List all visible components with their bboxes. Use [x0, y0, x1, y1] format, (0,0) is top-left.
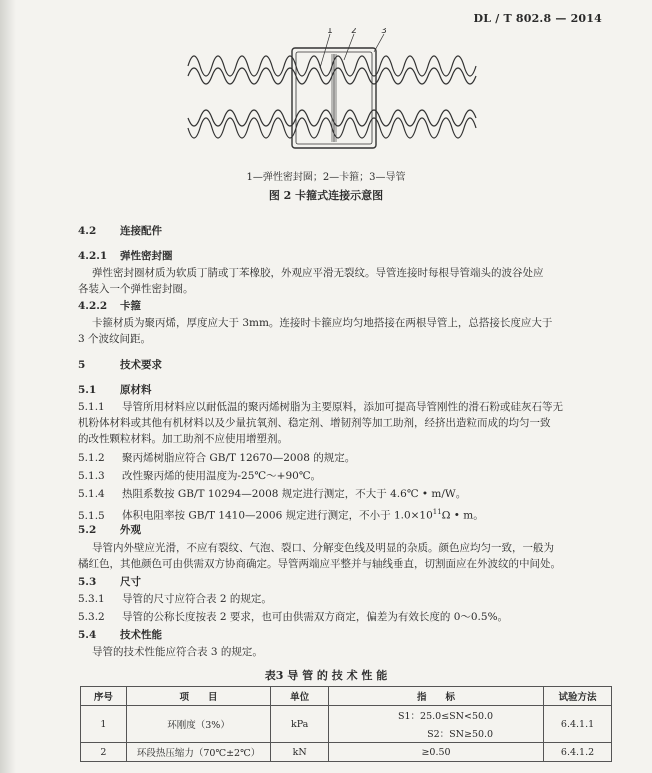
section-title: 连接配件	[120, 225, 162, 237]
row-number: 1	[81, 706, 127, 743]
paragraph-5-3-2	[78, 610, 508, 624]
clause-number: 5.1.2	[78, 452, 105, 464]
spec-cell: ≥0.50	[328, 743, 543, 762]
callout-1: 1	[327, 28, 333, 36]
section-number: 4.2.1	[78, 250, 108, 262]
section-number: 5	[78, 359, 86, 371]
paragraph-line: 各装入一个弹性密封圈。	[78, 283, 194, 295]
unit-cell: kPa	[271, 706, 329, 743]
section-number: 5.3	[78, 576, 97, 588]
figure-legend: 1—弹性密封圈；2—卡箍；3—导管	[246, 172, 406, 183]
unit-cell: kN	[271, 743, 329, 762]
section-number: 5.1	[78, 384, 97, 396]
table-title: 表3 导 管 的 技 术 性 能	[264, 669, 388, 682]
paragraph-line: 橘红色，其他颜色可由供需双方协商确定。导管两端应平整并与轴线垂直，切割面应在外波纹的中间处。	[78, 558, 561, 570]
item-cell: 环段热压缩力（70℃±2℃）	[126, 743, 271, 762]
section-title: 卡箍	[120, 300, 141, 312]
section-number: 5.2	[78, 524, 97, 536]
clause-number: 5.3.2	[78, 611, 105, 623]
clause-text: 体积电阻率按 GB/T 1410—2006 规定进行测定，不小于 1.0×10	[122, 509, 433, 522]
section-4-2-2	[78, 299, 141, 313]
paragraph-5-3-1	[78, 592, 272, 606]
section-5-3	[78, 575, 141, 589]
table-row	[81, 743, 612, 762]
paragraph-5-1-3	[78, 469, 321, 483]
section-5	[78, 358, 162, 372]
section-4-2	[78, 224, 162, 238]
section-title: 弹性密封圈	[120, 250, 173, 262]
callout-2: 2	[351, 28, 357, 36]
clause-number: 5.3.1	[78, 593, 105, 605]
item-cell: 环刚度（3%）	[126, 706, 271, 743]
clause-number: 5.1.4	[78, 488, 105, 500]
section-title: 尺寸	[120, 576, 141, 588]
clamp-diagram	[180, 28, 480, 168]
clause-text: 热阻系数按 GB/T 10294—2008 规定进行测定，不大于 4.6℃ • m/W。	[122, 488, 467, 500]
clause-number: 5.1.1	[78, 401, 105, 413]
method-cell: 6.4.1.1	[544, 706, 612, 743]
paragraph-line: 导管内外壁应光滑，不应有裂纹、气泡、裂口、分解变色线及明显的杂质。颜色应均匀一致，一般为	[92, 542, 554, 554]
section-title: 技术要求	[120, 359, 162, 371]
header-cell: 试验方法	[544, 687, 612, 706]
section-4-2-1	[78, 249, 173, 263]
section-5-1	[78, 383, 152, 397]
page-edge-shadow	[0, 0, 16, 773]
clause-text: 聚丙烯树脂应符合 GB/T 12670—2008 的规定。	[122, 452, 356, 464]
header-cell: 指 标	[328, 687, 543, 706]
paragraph-line: 卡箍材质为聚丙烯，厚度应大于 3mm。连接时卡箍应均匀地搭接在两根导管上，总搭接长度应大于	[92, 317, 553, 329]
figure-title: 图 2 卡箍式连接示意图	[268, 189, 384, 202]
section-title: 技术性能	[120, 629, 162, 641]
section-5-2	[78, 523, 141, 537]
paragraph-5-1-1	[78, 400, 563, 414]
section-number: 4.2.2	[78, 300, 108, 312]
clause-text-unit: Ω • m。	[441, 509, 484, 522]
row-number: 2	[81, 743, 127, 762]
clause-number: 5.1.5	[78, 509, 105, 522]
method-cell: 6.4.1.2	[544, 743, 612, 762]
table-header-row	[81, 687, 612, 706]
section-number: 5.4	[78, 629, 97, 641]
clamp-connection-figure	[180, 28, 480, 178]
section-title: 外观	[120, 524, 141, 536]
paragraph-line: 导管的技术性能应符合表 3 的规定。	[92, 646, 263, 658]
header-cell: 项 目	[126, 687, 271, 706]
exponent: 11	[432, 508, 442, 516]
paragraph-line: 3 个波纹间距。	[78, 333, 152, 345]
section-number: 4.2	[78, 225, 97, 237]
section-5-4	[78, 628, 162, 642]
paragraph-line: 机粉体材料或其他有机材料以及少量抗氧剂、稳定剂、增韧剂等加工助剂，经挤出造粒而成的均匀一致	[78, 417, 551, 429]
clause-text: 导管的公称长度按表 2 要求，也可由供需双方商定，偏差为有效长度的 0～0.5%。	[122, 611, 509, 623]
standard-code: DL / T 802.8 — 2014	[473, 12, 602, 25]
paragraph-line: 的改性颗粒材料。加工助剂不应使用增塑剂。	[78, 433, 288, 445]
clause-text: 导管的尺寸应符合表 2 的规定。	[122, 593, 272, 605]
section-title: 原材料	[120, 384, 152, 396]
paragraph-5-1-5	[78, 505, 484, 523]
table-row	[81, 706, 612, 725]
paragraph-5-1-2	[78, 451, 355, 465]
clause-text: 改性聚丙烯的使用温度为-25℃～+90℃。	[122, 470, 322, 482]
paragraph-line: 弹性密封圈材质为软质丁腈或丁苯橡胶，外观应平滑无裂纹。导管连接时每根导管端头的波谷处应	[92, 267, 544, 279]
clause-number: 5.1.3	[78, 470, 105, 482]
header-cell: 单位	[271, 687, 329, 706]
spec-cell: S1：25.0≤SN<50.0	[328, 706, 543, 725]
technical-performance-table	[80, 686, 612, 762]
callout-3: 3	[381, 28, 387, 36]
paragraph-5-1-4	[78, 487, 466, 501]
paragraph-line: 导管所用材料应以耐低温的聚丙烯树脂为主要原料，添加可提高导管刚性的滑石粉或硅灰石等无	[122, 401, 563, 413]
spec-cell: S2：SN≥50.0	[328, 724, 543, 743]
header-cell: 序号	[81, 687, 127, 706]
